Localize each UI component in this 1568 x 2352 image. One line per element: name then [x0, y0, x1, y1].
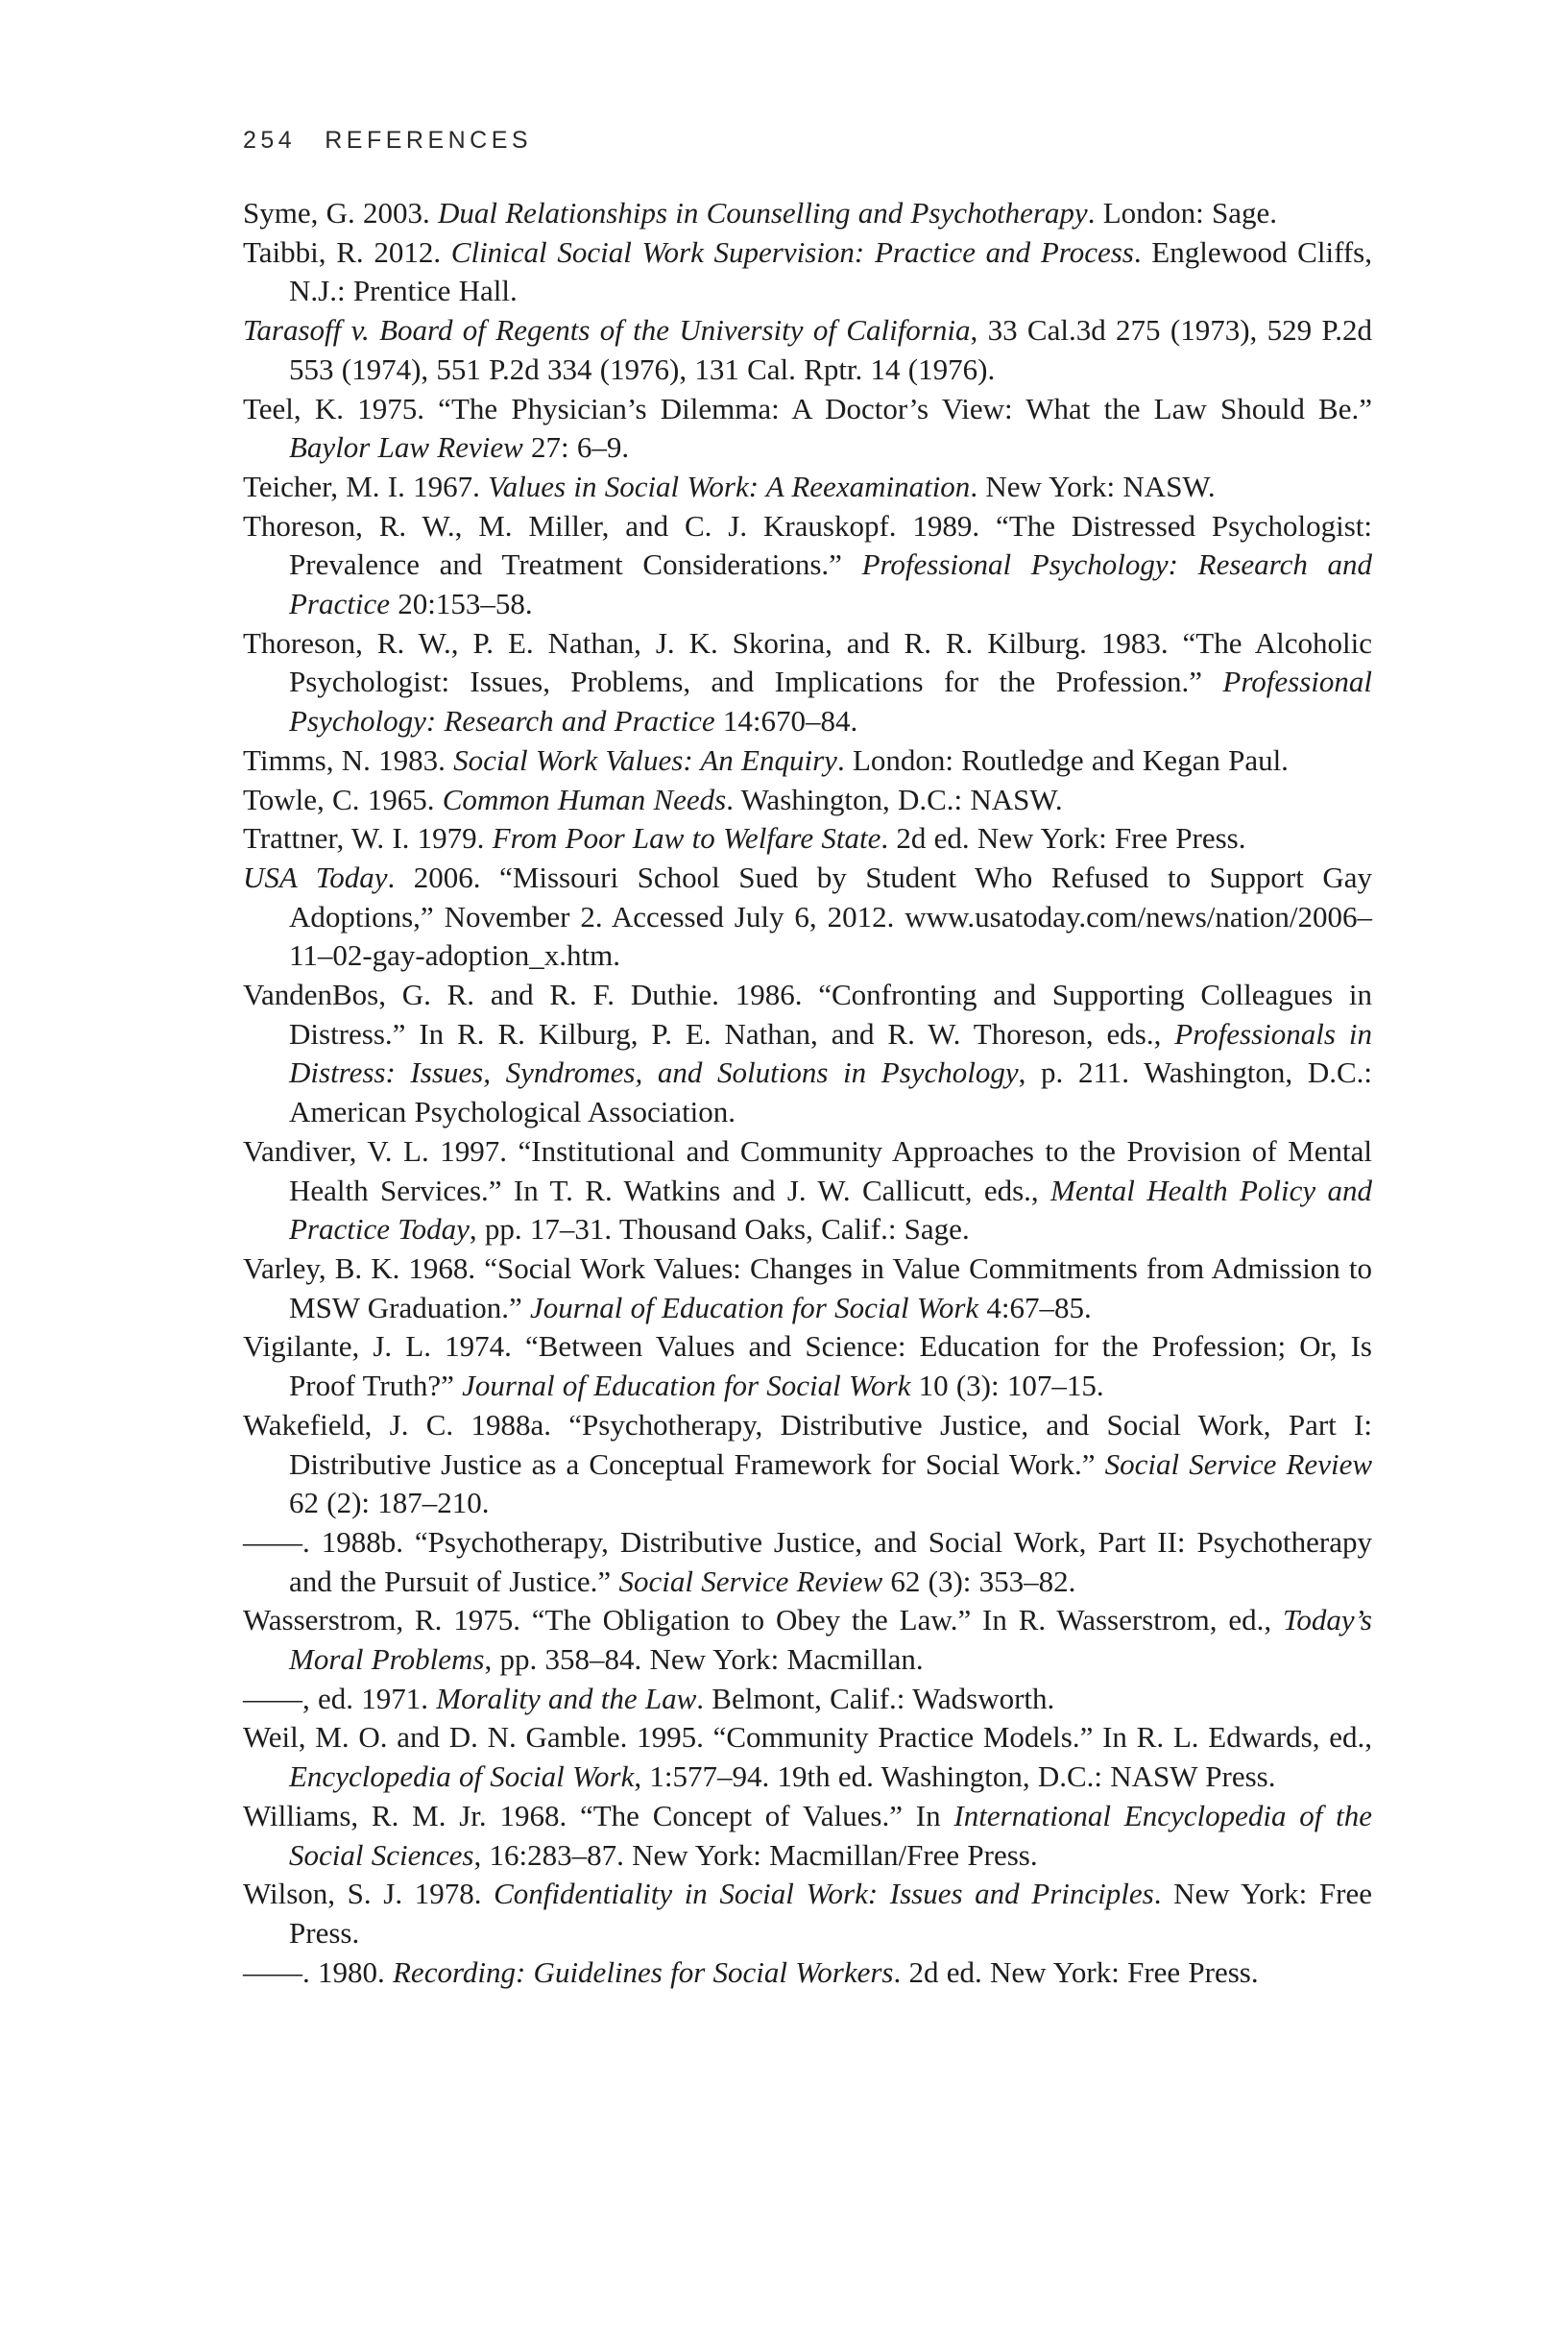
reference-work-title: Social Service Review: [618, 1564, 883, 1598]
reference-entry: [243, 819, 1372, 859]
reference-entry: [243, 233, 1372, 311]
reference-text: . London: Sage.: [1087, 196, 1278, 230]
reference-text: ——, ed. 1971.: [243, 1681, 437, 1715]
reference-text: . 2d ed. New York: Free Press.: [893, 1954, 1259, 1989]
reference-work-title: Confidentiality in Social Work: Issues and Principles: [494, 1877, 1154, 1911]
reference-text: 62 (2): 187–210.: [289, 1486, 490, 1520]
reference-text: Thoreson, R. W., P. E. Nathan, J. K. Skorina, and R. R. Kilburg. 1983. “The Alcoholic Psychologist: Issues, Problems, and Implications for the Profession.”: [243, 625, 1372, 699]
reference-text: , p. 211. Washington, D.C.: American Psychological Association.: [289, 1055, 1372, 1129]
reference-entry: [243, 311, 1372, 389]
reference-text: , 1:577–94. 19th ed. Washington, D.C.: NASW Press.: [634, 1759, 1276, 1794]
reference-work-title: Today’s Moral Problems: [289, 1603, 1372, 1677]
reference-text: Syme, G. 2003.: [243, 196, 438, 230]
reference-entry: [243, 1797, 1372, 1875]
reference-entry: [243, 390, 1372, 468]
reference-entry: [243, 507, 1372, 624]
reference-text: 62 (3): 353–82.: [882, 1564, 1076, 1598]
reference-work-title: Social Service Review: [1104, 1446, 1373, 1481]
reference-text: Weil, M. O. and D. N. Gamble. 1995. “Community Practice Models.” In R. L. Edwards, ed.,: [243, 1720, 1372, 1755]
reference-work-title: Common Human Needs: [442, 782, 727, 816]
reference-entry: [243, 1601, 1372, 1679]
reference-text: Thoreson, R. W., M. Miller, and C. J. Krauskopf. 1989. “The Distressed Psychologist: Prevalence and Treatment Considerations.”: [243, 508, 1372, 582]
reference-text: . Belmont, Calif.: Wadsworth.: [696, 1681, 1055, 1715]
reference-entry: [243, 1406, 1372, 1523]
reference-work-title: Values in Social Work: A Reexamination: [488, 469, 971, 503]
reference-text: ——. 1980.: [243, 1954, 393, 1989]
reference-text: Taibbi, R. 2012.: [243, 234, 451, 269]
reference-entry: [243, 1249, 1372, 1327]
reference-text: . Washington, D.C.: NASW.: [726, 782, 1063, 816]
reference-entry: [243, 1327, 1372, 1405]
reference-entry: [243, 1680, 1372, 1719]
reference-work-title: Mental Health Policy and Practice Today: [289, 1173, 1372, 1247]
reference-work-title: From Poor Law to Welfare State: [492, 821, 881, 856]
reference-work-title: Professional Psychology: Research and Practice: [289, 547, 1372, 621]
reference-text: Timms, N. 1983.: [243, 742, 454, 777]
reference-text: Vigilante, J. L. 1974. “Between Values and Science: Education for the Profession; Or, Is Proof Truth?”: [243, 1329, 1372, 1403]
reference-work-title: Dual Relationships in Counselling and Psychotherapy: [438, 196, 1088, 230]
reference-work-title: Encyclopedia of Social Work: [289, 1759, 635, 1794]
reference-text: Varley, B. K. 1968. “Social Work Values: Changes in Value Commitments from Admission to MSW Graduation.”: [243, 1250, 1372, 1324]
page-number: 254: [243, 127, 297, 154]
reference-work-title: Professionals in Distress: Issues, Syndromes, and Solutions in Psychology: [289, 1016, 1372, 1090]
reference-work-title: Morality and the Law: [436, 1681, 697, 1715]
reference-text: , pp. 17–31. Thousand Oaks, Calif.: Sage.: [469, 1212, 970, 1247]
reference-entry: [243, 468, 1372, 507]
reference-entry: [243, 1875, 1372, 1952]
reference-text: VandenBos, G. R. and R. F. Duthie. 1986. “Confronting and Supporting Colleagues in Distress.” In R. R. Kilburg, P. E. Nathan, and R. W. Thoreson, eds.,: [243, 978, 1372, 1051]
reference-text: Teicher, M. I. 1967.: [243, 469, 489, 503]
reference-text: . London: Routledge and Kegan Paul.: [836, 742, 1289, 777]
reference-text: Towle, C. 1965.: [243, 782, 443, 816]
reference-text: 10 (3): 107–15.: [910, 1369, 1104, 1403]
reference-work-title: Journal of Education for Social Work: [462, 1369, 911, 1403]
reference-text: . 2006. “Missouri School Sued by Student Who Refused to Support Gay Adoptions,” November 2. Accessed July 6, 2012. www.usatoday.com/news/nation/2006–11–02-gay-adoption_x.htm.: [289, 860, 1372, 973]
reference-text: . New York: Free Press.: [289, 1877, 1372, 1950]
reference-text: Wasserstrom, R. 1975. “The Obligation to Obey the Law.” In R. Wasserstrom, ed.,: [243, 1603, 1283, 1637]
reference-text: Trattner, W. I. 1979.: [243, 821, 493, 856]
reference-entry: [243, 741, 1372, 781]
reference-text: Vandiver, V. L. 1997. “Institutional and Community Approaches to the Provision of Mental Health Services.” In T. R. Watkins and J. W. Callicutt, eds.,: [243, 1133, 1372, 1207]
reference-work-title: Baylor Law Review: [289, 430, 523, 465]
running-head: [243, 127, 532, 155]
reference-work-title: International Encyclopedia of the Social Sciences: [289, 1798, 1373, 1872]
reference-text: , 33 Cal.3d 275 (1973), 529 P.2d 553 (1974), 551 P.2d 334 (1976), 131 Cal. Rptr. 14 (1976).: [289, 313, 1372, 386]
reference-text: , 16:283–87. New York: Macmillan/Free Press.: [473, 1837, 1038, 1872]
reference-work-title: Tarasoff v. Board of Regents of the University of California: [243, 313, 971, 348]
reference-work-title: Social Work Values: An Enquiry: [453, 742, 837, 777]
reference-text: Wakefield, J. C. 1988a. “Psychotherapy, Distributive Justice, and Social Work, Part I: Distributive Justice as a Conceptual Framework for Social Work.”: [243, 1407, 1372, 1481]
reference-text: 14:670–84.: [714, 704, 858, 739]
reference-entry: [243, 1718, 1372, 1796]
reference-text: ——. 1988b. “Psychotherapy, Distributive Justice, and Social Work, Part II: Psychotherapy and the Pursuit of Justice.”: [243, 1524, 1372, 1598]
reference-entry: [243, 976, 1372, 1132]
running-head-title: REFERENCES: [325, 127, 533, 154]
reference-entry: [243, 624, 1372, 741]
reference-entry: [243, 1523, 1372, 1601]
reference-text: . 2d ed. New York: Free Press.: [880, 821, 1246, 856]
reference-text: . New York: NASW.: [970, 469, 1216, 503]
reference-text: 27: 6–9.: [522, 430, 630, 465]
reference-work-title: Professional Psychology: Research and Practice: [289, 665, 1372, 739]
reference-work-title: Journal of Education for Social Work: [529, 1290, 979, 1324]
reference-work-title: Clinical Social Work Supervision: Practice and Process: [450, 234, 1134, 269]
reference-entry: [243, 781, 1372, 820]
reference-work-title: Recording: Guidelines for Social Workers: [393, 1954, 894, 1989]
reference-work-title: USA Today: [243, 860, 388, 894]
references-list: [243, 194, 1372, 1992]
reference-entry: [243, 859, 1372, 976]
reference-text: 4:67–85.: [978, 1290, 1092, 1324]
reference-entry: [243, 1953, 1372, 1993]
reference-text: 20:153–58.: [390, 587, 533, 621]
reference-text: . Englewood Cliffs, N.J.: Prentice Hall.: [289, 234, 1372, 308]
reference-text: Wilson, S. J. 1978.: [243, 1877, 495, 1911]
reference-entry: [243, 1132, 1372, 1249]
reference-text: Williams, R. M. Jr. 1968. “The Concept of Values.” In: [243, 1798, 954, 1832]
reference-text: , pp. 358–84. New York: Macmillan.: [484, 1642, 924, 1677]
reference-entry: [243, 194, 1372, 233]
reference-text: Teel, K. 1975. “The Physician’s Dilemma: A Doctor’s View: What the Law Should Be.”: [243, 391, 1372, 425]
